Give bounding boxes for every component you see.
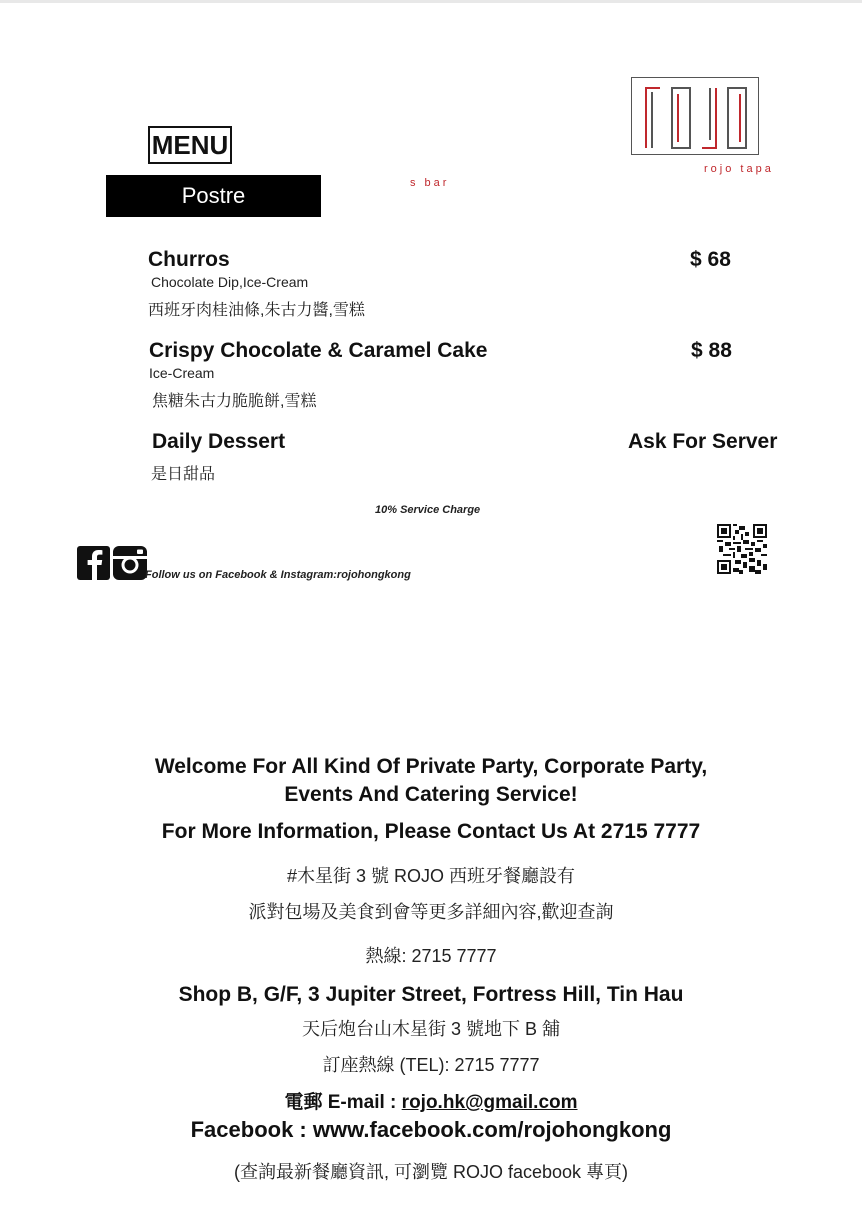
- menu-title: MENU: [148, 126, 232, 164]
- item-name: Crispy Chocolate & Caramel Cake: [149, 339, 488, 362]
- instagram-icon[interactable]: [113, 546, 147, 580]
- booking-hotline: 訂座熱線 (TEL): 2715 7777: [322, 1055, 540, 1075]
- item-chinese-name: 焦糖朱古力脆脆餅,雪糕: [152, 393, 317, 410]
- welcome-line-1: Welcome For All Kind Of Private Party, Corporate Party,: [154, 755, 708, 778]
- email-link[interactable]: rojo.hk@gmail.com: [401, 1092, 578, 1113]
- email-line: [0, 1087, 862, 1114]
- item-description: Chocolate Dip,Ice-Cream: [151, 274, 309, 290]
- contact-line: For More Information, Please Contact Us At 2715 7777: [161, 820, 701, 843]
- social-icons: [77, 546, 147, 580]
- item-name: Daily Dessert: [152, 430, 286, 453]
- item-chinese-name: 是日甜品: [151, 466, 216, 483]
- rojo-logo: [631, 77, 759, 155]
- facebook-url-line[interactable]: Facebook : www.facebook.com/rojohongkong: [190, 1117, 672, 1142]
- top-border: [0, 0, 862, 3]
- facebook-note: (查詢最新餐廳資訊, 可瀏覽 ROJO facebook 專頁): [233, 1162, 629, 1182]
- chinese-info-line-2: 派對包場及美食到會等更多詳細內容,歡迎查詢: [248, 902, 614, 922]
- item-price: Ask For Server: [628, 430, 778, 453]
- item-price: $ 88: [691, 339, 732, 362]
- item-name: Churros: [148, 248, 230, 271]
- logo-caption: rojo tapa: [704, 163, 774, 175]
- email-label: 電郵 E-mail :: [284, 1092, 402, 1113]
- qr-code-icon: [717, 524, 767, 574]
- follow-us-text: Follow us on Facebook & Instagram:rojohongkong: [145, 569, 411, 581]
- address-chinese: 天后炮台山木星街 3 號地下 B 舖: [301, 1019, 561, 1039]
- facebook-icon[interactable]: [77, 546, 110, 580]
- welcome-line-2: Events And Catering Service!: [284, 783, 578, 806]
- hotline: 熱線: 2715 7777: [365, 946, 497, 966]
- item-description: Ice-Cream: [149, 365, 215, 381]
- item-chinese-name: 西班牙肉桂油條,朱古力醬,雪糕: [148, 302, 365, 319]
- item-price: $ 68: [690, 248, 731, 271]
- chinese-info-line-1: #木星街 3 號 ROJO 西班牙餐廳設有: [286, 866, 576, 886]
- logo-caption-cont: s bar: [410, 177, 450, 189]
- section-title-bar: Postre: [106, 175, 321, 217]
- service-charge-note: 10% Service Charge: [375, 504, 481, 516]
- address-english: Shop B, G/F, 3 Jupiter Street, Fortress Hill, Tin Hau: [178, 983, 684, 1006]
